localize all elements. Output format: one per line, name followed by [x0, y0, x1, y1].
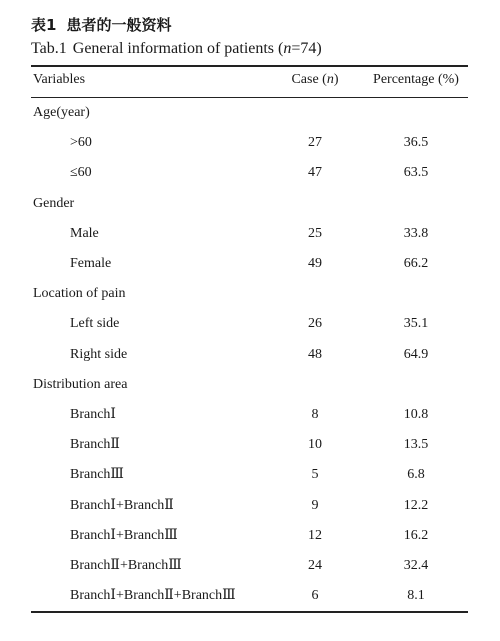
- table-row: [0, 345, 500, 365]
- row-percentage: 10.8: [403, 407, 429, 422]
- row-case: 49: [308, 256, 322, 271]
- row-case: 27: [308, 135, 322, 150]
- row-case: 12: [308, 528, 322, 543]
- row-percentage: 13.5: [403, 437, 429, 452]
- row-case: 8: [311, 407, 319, 422]
- row-label: BranchⅠ+BranchⅡ: [70, 498, 174, 513]
- row-label: Distribution area: [33, 377, 128, 392]
- header-variables: Variables: [33, 72, 86, 87]
- table-row: [0, 224, 500, 244]
- row-label: BranchⅠ+BranchⅢ: [70, 528, 178, 543]
- row-label: >60: [70, 135, 92, 150]
- table-group-row: [0, 103, 500, 123]
- table-top-rule: [31, 65, 468, 67]
- row-label: ≤60: [70, 165, 92, 180]
- row-label: Right side: [70, 347, 128, 362]
- row-label: Age(year): [33, 105, 90, 120]
- table-bottom-rule: [31, 611, 468, 613]
- table-group-row: [0, 194, 500, 214]
- row-percentage: 36.5: [403, 135, 429, 150]
- table-row: [0, 435, 500, 455]
- table-row: [0, 314, 500, 334]
- row-label: Location of pain: [33, 286, 126, 301]
- row-label: BranchⅡ: [70, 437, 120, 452]
- table-row: [0, 405, 500, 425]
- table-row: [0, 133, 500, 153]
- table-row: [0, 496, 500, 516]
- table-number-en: Tab.1: [31, 40, 67, 57]
- row-case: 9: [311, 498, 319, 513]
- table-row: [0, 556, 500, 576]
- row-label: Female: [70, 256, 112, 271]
- header-case: Case (n): [291, 72, 339, 87]
- row-label: Gender: [33, 196, 75, 211]
- row-label: BranchⅠ: [70, 407, 116, 422]
- table-title-chinese: [31, 15, 171, 35]
- row-case: 25: [308, 226, 322, 241]
- row-percentage: 6.8: [407, 467, 425, 482]
- header-percentage: Percentage (%): [373, 72, 459, 87]
- row-case: 24: [308, 558, 322, 573]
- row-percentage: 35.1: [403, 316, 429, 331]
- row-label: BranchⅡ+BranchⅢ: [70, 558, 182, 573]
- table-row: [0, 254, 500, 274]
- table-header-rule: [31, 97, 468, 98]
- row-label: BranchⅢ: [70, 467, 124, 482]
- row-percentage: 32.4: [403, 558, 429, 573]
- table-title-cn-text: 患者的一般资料: [66, 16, 172, 34]
- row-percentage: 64.9: [403, 347, 429, 362]
- row-percentage: 8.1: [407, 588, 425, 603]
- table-group-row: [0, 284, 500, 304]
- row-case: 10: [308, 437, 322, 452]
- table-row: [0, 526, 500, 546]
- table-title-en-prefix: General information of patients (: [72, 40, 284, 57]
- table-row: [0, 465, 500, 485]
- row-label: Male: [70, 226, 99, 241]
- row-case: 5: [311, 467, 319, 482]
- row-case: 26: [308, 316, 322, 331]
- table-group-row: [0, 375, 500, 395]
- row-percentage: 33.8: [403, 226, 429, 241]
- row-percentage: 16.2: [403, 528, 429, 543]
- table-title-english: [31, 39, 322, 59]
- row-case: 47: [308, 165, 322, 180]
- table-row: [0, 586, 500, 606]
- table-title-en-var: n: [283, 40, 292, 57]
- table-header-row: [0, 70, 500, 90]
- row-case: 6: [311, 588, 319, 603]
- table-number-cn: 表1: [31, 16, 57, 34]
- row-percentage: 66.2: [403, 256, 429, 271]
- row-percentage: 63.5: [403, 165, 429, 180]
- table-title-en-suffix: =74): [291, 40, 322, 57]
- row-label: Left side: [70, 316, 120, 331]
- row-case: 48: [308, 347, 322, 362]
- row-label: BranchⅠ+BranchⅡ+BranchⅢ: [70, 588, 236, 603]
- table-row: [0, 163, 500, 183]
- row-percentage: 12.2: [403, 498, 429, 513]
